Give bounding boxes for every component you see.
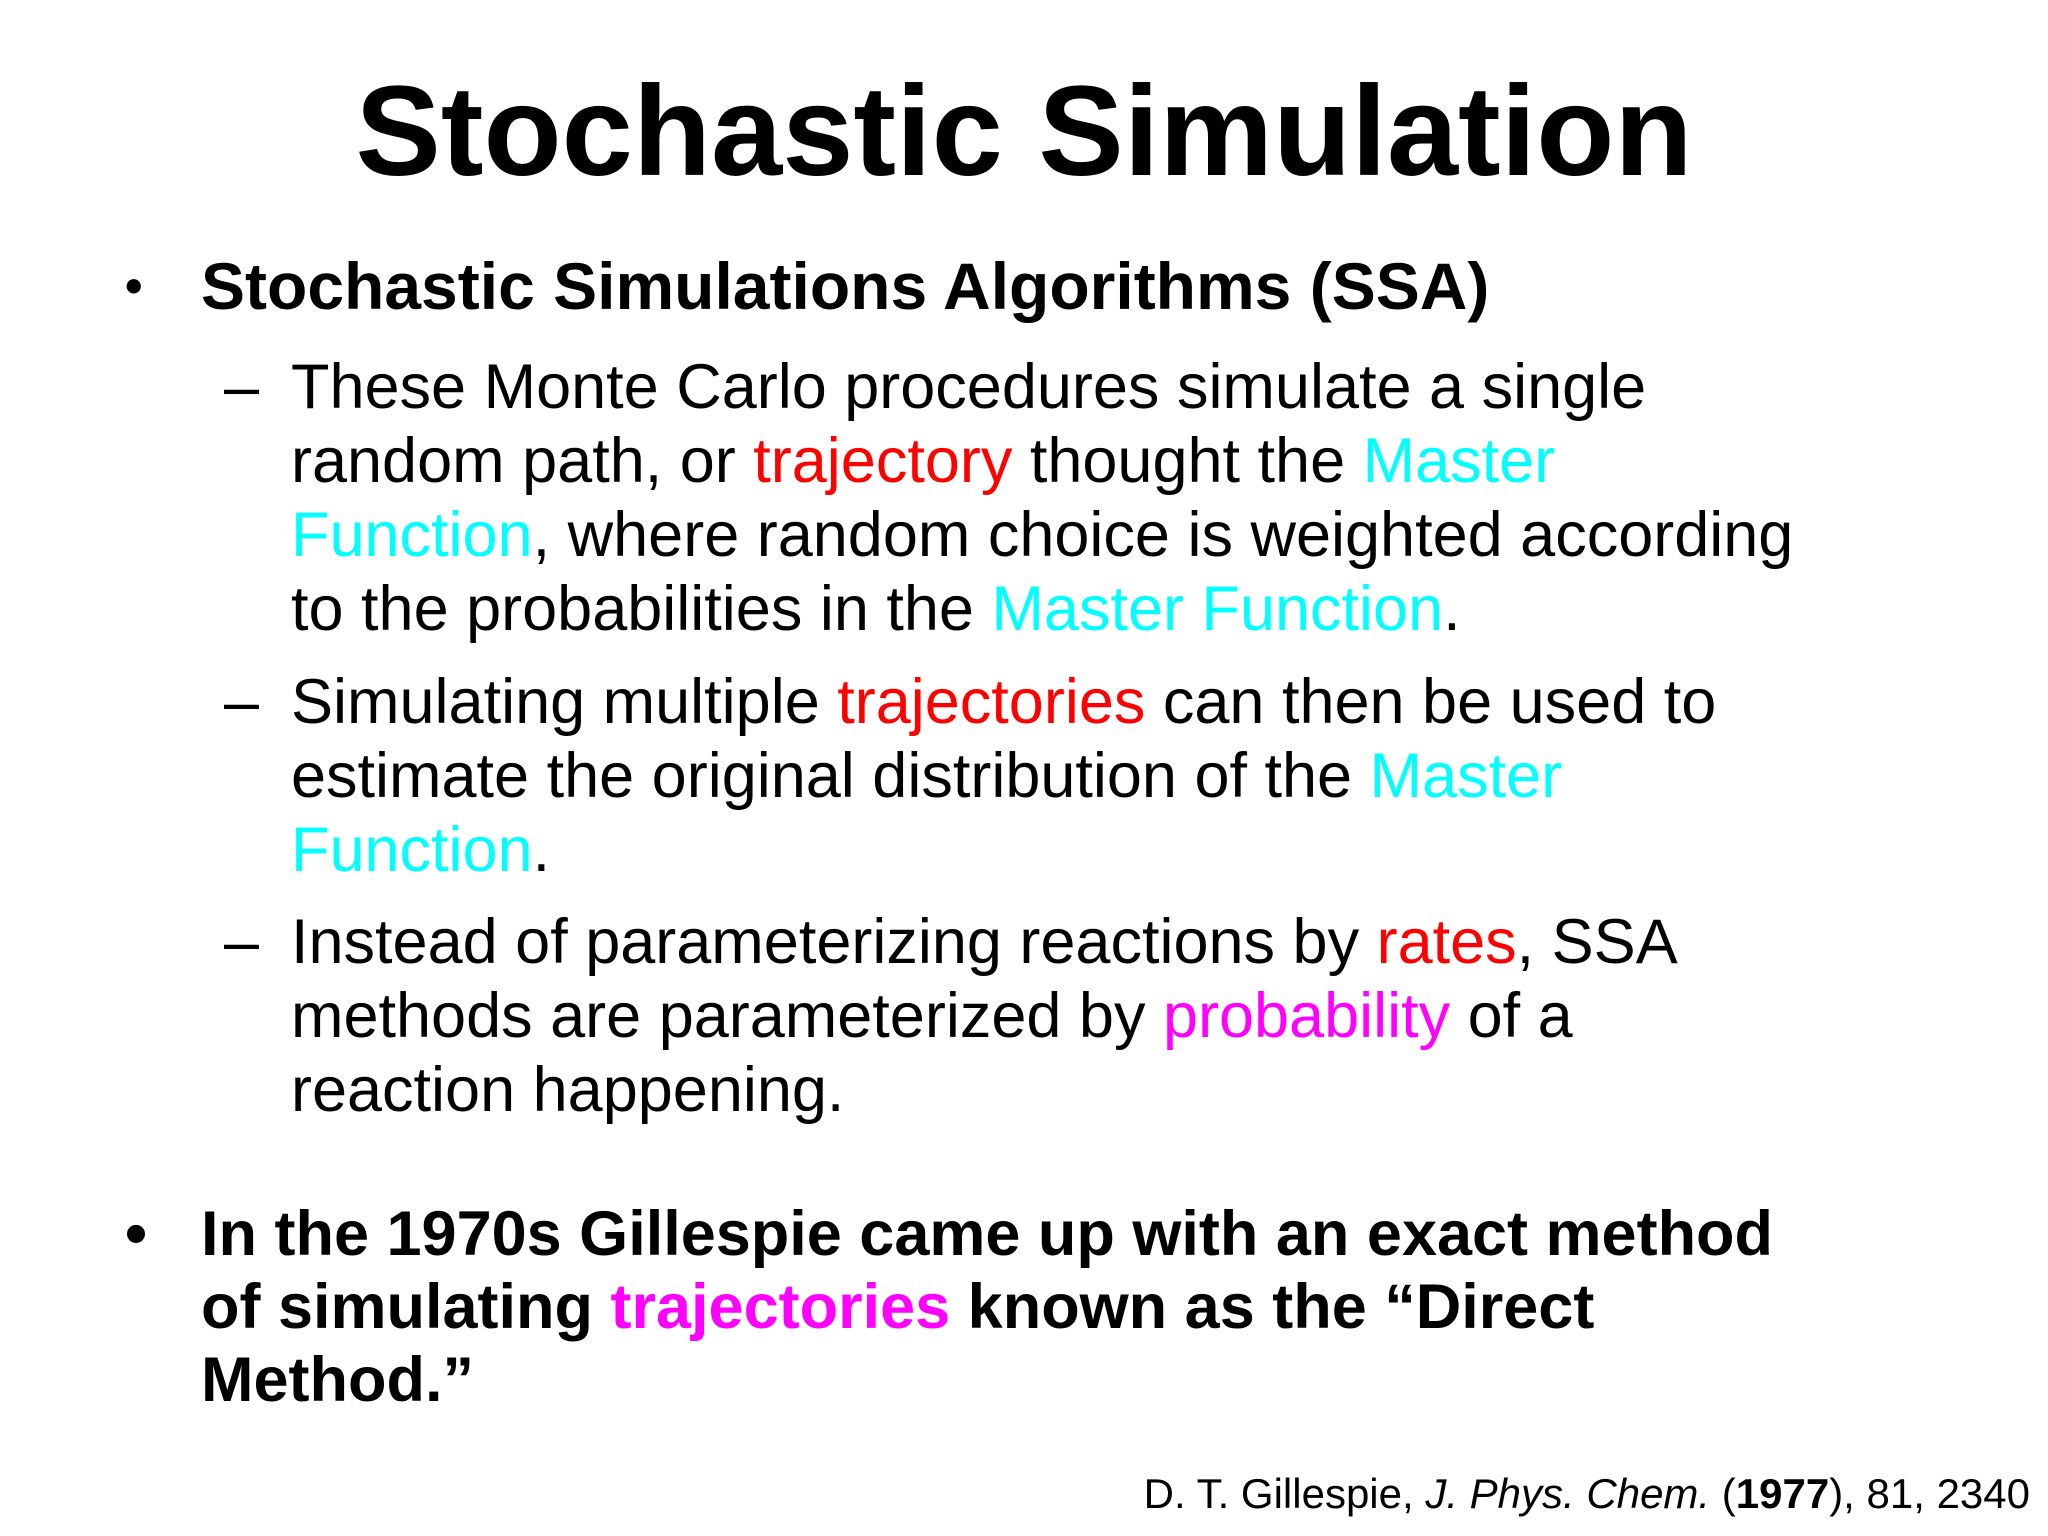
dash-marker: – [224,667,260,737]
text-run: , SSA [1516,907,1678,977]
citation-authors: D. T. Gillespie, [1143,1470,1426,1517]
citation [1144,1468,2030,1520]
text-line: Method.” [201,1345,474,1415]
text-run: thought the [1012,426,1363,496]
bullet-marker: • [125,258,143,314]
bullet-ssa-text: Stochastic Simulations Algorithms (SSA) [201,249,1490,323]
text-line: reaction happening. [291,1055,845,1125]
highlight-probability: probability [1162,981,1451,1051]
text-line [291,979,1991,1053]
text-line [291,424,1991,498]
text-run: to the probabilities in the [291,574,992,644]
sub-bullet-body [291,350,1991,646]
bullet-body [201,1198,2001,1417]
text-run: known as the “Direct [950,1272,1595,1342]
text-line [291,665,1991,739]
highlight-master-function: Master Function [991,574,1444,644]
text-run: . [1443,574,1461,644]
citation-year: 1977 [1735,1470,1830,1517]
dash-marker: – [224,907,260,977]
text-line [201,1271,2001,1344]
text-line [291,905,1991,979]
highlight-master: Master [1362,426,1556,496]
text-line [291,498,1991,572]
citation-volume-pages: ), 81, 2340 [1829,1470,2030,1517]
text-run: can then be used to [1145,667,1717,737]
text-run: random path, or [291,426,754,496]
sub-bullet-body [291,905,1991,1127]
text-run: Simulating multiple [291,667,838,737]
sub-bullet-body [291,665,1991,887]
highlight-trajectories: trajectories [837,667,1146,737]
text-run: of a [1450,981,1573,1051]
text-line: In the 1970s Gillespie came up with an exact method [201,1199,1774,1269]
highlight-rates: rates [1376,907,1517,977]
text-line [291,813,1991,887]
bullet-marker: • [125,1199,148,1269]
highlight-function: Function [291,500,533,570]
text-line: These Monte Carlo procedures simulate a single [291,352,1647,422]
slide-title: Stochastic Simulation [355,60,1693,203]
text-line [291,739,1991,813]
highlight-function: Function [291,815,533,885]
text-line [291,572,1991,646]
text-run: of simulating [201,1272,611,1342]
text-run: , where random choice is weighted according [532,500,1794,570]
citation-paren: ( [1710,1470,1736,1517]
highlight-trajectory: trajectory [753,426,1013,496]
text-run: methods are parameterized by [291,981,1163,1051]
text-run: . [532,815,551,885]
highlight-trajectories: trajectories [610,1272,951,1342]
citation-journal: J. Phys. Chem. [1425,1470,1711,1517]
text-run: Instead of parameterizing reactions by [291,907,1377,977]
highlight-master: Master [1369,741,1563,811]
dash-marker: – [224,352,260,422]
text-run: estimate the original distribution of the [291,741,1370,811]
